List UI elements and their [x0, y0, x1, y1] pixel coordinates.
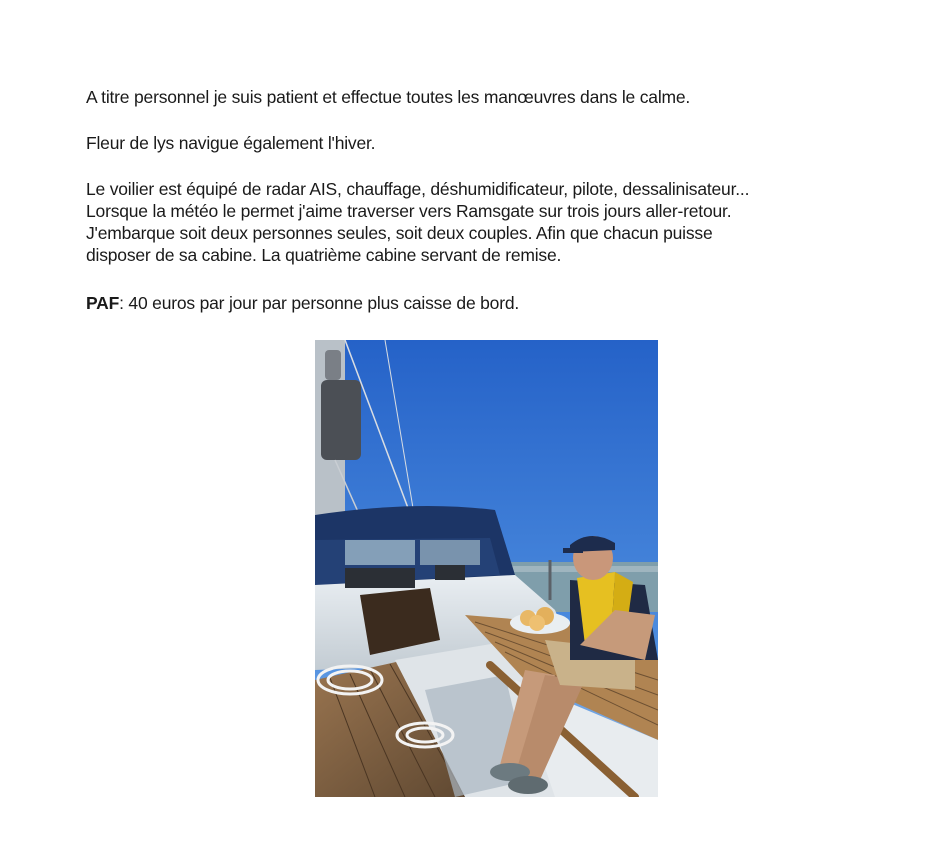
paf-text: : 40 euros par jour par personne plus caisse de bord. [119, 293, 520, 313]
paragraph-winter: Fleur de lys navigue également l'hiver. [86, 133, 376, 153]
paf-label: PAF [86, 293, 120, 313]
paragraph-equipment [86, 178, 886, 266]
paragraph-paf [86, 292, 519, 314]
equipment-line: J'embarque soit deux personnes seules, soit deux couples. Afin que chacun puisse [86, 223, 713, 243]
equipment-line: disposer de sa cabine. La quatrième cabine servant de remise. [86, 245, 562, 265]
paragraph-patience: A titre personnel je suis patient et effectue toutes les manœuvres dans le calme. [86, 87, 691, 107]
equipment-line: Lorsque la météo le permet j'aime traverser vers Ramsgate sur trois jours aller-retour. [86, 201, 732, 221]
sailboat-photo [315, 340, 658, 797]
equipment-line: Le voilier est équipé de radar AIS, chauffage, déshumidificateur, pilote, dessalinisateur... [86, 179, 750, 199]
